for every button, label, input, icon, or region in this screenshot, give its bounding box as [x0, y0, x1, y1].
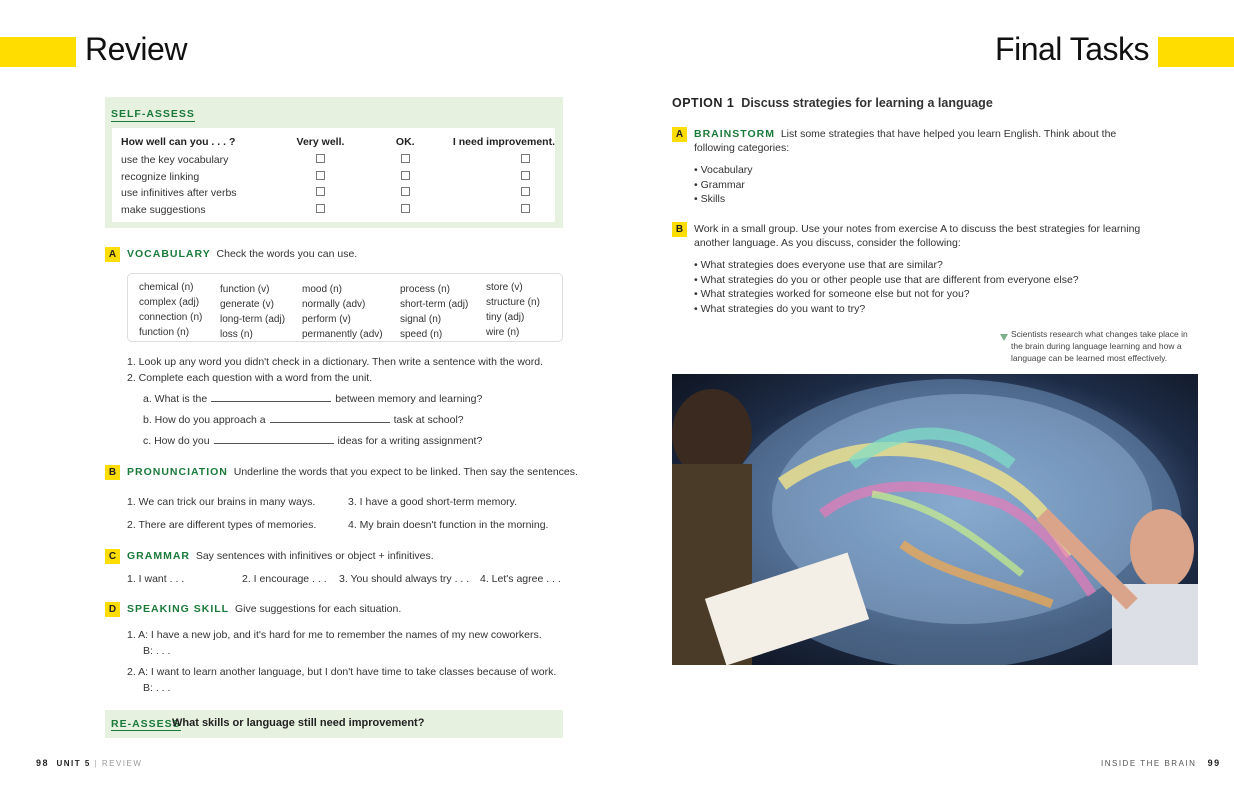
col-improvement: I need improvement.: [452, 136, 555, 148]
vocab-word: wire (n): [486, 327, 520, 338]
grammar-label: GRAMMAR: [127, 550, 190, 562]
caption-triangle-icon: [1000, 329, 1008, 337]
checkbox[interactable]: [316, 187, 325, 196]
grammar-item: 2. I encourage . . .: [242, 573, 327, 585]
bullet-item: • What strategies does everyone use that are similar?: [694, 259, 1079, 274]
self-assess-box: [105, 97, 563, 228]
pronunciation-item: 2. There are different types of memories.: [127, 519, 317, 531]
vocab-task-1: 1. Look up any word you didn't check in a dictionary. Then write a sentence with the word.: [127, 356, 544, 368]
answer-blank[interactable]: [270, 414, 390, 423]
bullet-item: • What strategies do you or other people use that are different from everyone else?: [694, 274, 1079, 289]
bullet-item: • Skills: [694, 193, 753, 208]
col-ok: OK.: [395, 136, 415, 148]
checkbox[interactable]: [316, 154, 325, 163]
header-bar-right: [1158, 37, 1234, 67]
bullet-item: • Vocabulary: [694, 164, 753, 179]
exercise-letter: D: [105, 602, 120, 617]
brain-illustration: [672, 374, 1198, 665]
fill-in-item-b: [143, 414, 464, 426]
checkbox[interactable]: [401, 204, 410, 213]
footer-section: INSIDE THE BRAIN: [1101, 759, 1197, 768]
exercise-letter: A: [105, 247, 120, 262]
footer-left: 98 UNIT 5 | REVIEW: [36, 758, 143, 768]
speaking-item-b: B: . . .: [143, 682, 171, 694]
pronunciation-item: 1. We can trick our brains in many ways.: [127, 496, 316, 508]
fill-in-pre: b. How do you approach a: [143, 414, 266, 426]
pronunciation-label: PRONUNCIATION: [127, 466, 228, 478]
reassess-box: [105, 710, 563, 738]
speaking-item-a: 2. A: I want to learn another language, but I don't have time to take classes because of work.: [127, 666, 557, 678]
answer-blank[interactable]: [214, 435, 334, 444]
page-title-review: Review: [85, 31, 187, 67]
vocab-word: function (v): [220, 284, 270, 295]
vocab-word: generate (v): [220, 299, 274, 310]
grammar-header: [127, 550, 434, 562]
vocabulary-instruction: Check the words you can use.: [216, 248, 358, 260]
brainstorm-text: List some strategies that have helped you learn English. Think about the: [780, 128, 1117, 140]
vocab-word: function (n): [139, 327, 190, 338]
group-instruction: Work in a small group. Use your notes from exercise A to discuss the best strategies for learning: [694, 223, 1141, 235]
speaking-label: SPEAKING SKILL: [127, 603, 230, 615]
vocab-word: short-term (adj): [400, 299, 469, 310]
checkbox[interactable]: [316, 171, 325, 180]
speaking-header: [127, 603, 401, 615]
page-title-final-tasks: Final Tasks: [995, 31, 1149, 67]
vocab-column: [139, 282, 202, 342]
photo-caption: [1011, 328, 1188, 364]
brainstorm-bullets: [694, 164, 753, 208]
section-label: REVIEW: [101, 759, 143, 768]
caption-line: language can be learned most effectively.: [1011, 353, 1168, 363]
col-very-well: Very well.: [296, 136, 345, 148]
exercise-letter: B: [105, 465, 120, 480]
checkbox[interactable]: [521, 187, 530, 196]
vocab-column: [400, 284, 468, 344]
exercise-letter: B: [672, 222, 687, 237]
grammar-instruction: Say sentences with infinitives or object + infinitives.: [195, 550, 434, 562]
option-heading: [672, 96, 993, 110]
vocabulary-header: [127, 248, 357, 260]
fill-in-post: task at school?: [393, 414, 464, 426]
vocab-word: long-term (adj): [220, 314, 286, 325]
speaking-item-b: B: . . .: [143, 645, 171, 657]
caption-line: the brain during language learning and how a: [1011, 341, 1182, 351]
vocab-word: connection (n): [139, 312, 203, 323]
page-number: 99: [1207, 758, 1221, 768]
vocab-word: store (v): [486, 282, 523, 293]
answer-blank[interactable]: [211, 393, 331, 402]
group-instruction-2: another language. As you discuss, consider the following:: [694, 237, 961, 249]
option-label: OPTION 1: [672, 96, 735, 110]
vocabulary-label: VOCABULARY: [127, 248, 211, 260]
brainstorm-instruction: [694, 128, 1116, 140]
brainstorm-text-2: following categories:: [694, 142, 790, 154]
vocab-column: [302, 284, 383, 344]
vocab-task-2: 2. Complete each question with a word from the unit.: [127, 372, 373, 384]
self-assess-row-label: use infinitives after verbs: [121, 187, 237, 200]
pronunciation-item: 4. My brain doesn't function in the morning.: [348, 519, 549, 531]
self-assess-row-label: recognize linking: [121, 170, 200, 183]
checkbox[interactable]: [401, 171, 410, 180]
vocab-word: structure (n): [486, 297, 540, 308]
fill-in-post: between memory and learning?: [335, 393, 483, 405]
reassess-text: What skills or language still need improvement?: [172, 717, 425, 729]
vocab-word: loss (n): [220, 329, 253, 340]
grammar-item: 1. I want . . .: [127, 573, 185, 585]
vocabulary-word-box: [127, 273, 563, 342]
fill-in-pre: a. What is the: [143, 393, 208, 405]
checkbox[interactable]: [401, 187, 410, 196]
vocab-word: normally (adv): [302, 299, 366, 310]
brainstorm-label: BRAINSTORM: [694, 128, 775, 140]
pronunciation-header: [127, 466, 578, 478]
bullet-item: • What strategies worked for someone else but not for you?: [694, 288, 1079, 303]
self-assess-question: How well can you . . . ?: [121, 136, 236, 148]
self-assess-row-label: use the key vocabulary: [121, 154, 229, 167]
fill-in-item-a: [143, 393, 482, 405]
exercise-letter: C: [105, 549, 120, 564]
vocab-word: signal (n): [400, 314, 442, 325]
grammar-item: 4. Let's agree . . .: [480, 573, 561, 585]
vocab-word: chemical (n): [139, 282, 194, 293]
vocab-word: complex (adj): [139, 297, 200, 308]
option-text: Discuss strategies for learning a language: [741, 96, 993, 110]
self-assess-heading: SELF-ASSESS: [111, 108, 195, 120]
brain-research-photo: [672, 374, 1198, 665]
vocab-word: permanently (adv): [302, 329, 383, 340]
exercise-letter: A: [672, 127, 687, 142]
checkbox[interactable]: [521, 154, 530, 163]
caption-line: Scientists research what changes take place in: [1011, 329, 1188, 339]
speaking-instruction: Give suggestions for each situation.: [234, 603, 402, 615]
checkbox[interactable]: [521, 171, 530, 180]
header-bar-left: [0, 37, 76, 67]
vocab-word: process (n): [400, 284, 451, 295]
reassess-label: RE-ASSESS: [111, 718, 181, 730]
footer-right: [1101, 758, 1221, 768]
vocab-column: [220, 284, 285, 344]
bullet-item: • What strategies do you want to try?: [694, 303, 1079, 318]
self-assess-row-label: make suggestions: [121, 203, 206, 216]
vocab-word: tiny (adj): [486, 312, 525, 323]
checkbox[interactable]: [316, 204, 325, 213]
fill-in-item-c: [143, 435, 482, 447]
self-assess-table: [121, 132, 555, 218]
bullet-item: • Grammar: [694, 179, 753, 194]
vocab-column: [486, 282, 540, 342]
fill-in-post: ideas for a writing assignment?: [337, 435, 483, 447]
speaking-item-a: 1. A: I have a new job, and it's hard for me to remember the names of my new coworkers.: [127, 629, 542, 641]
pronunciation-instruction: Underline the words that you expect to be linked. Then say the sentences.: [233, 466, 578, 478]
checkbox[interactable]: [521, 204, 530, 213]
grammar-item: 3. You should always try . . .: [339, 573, 470, 585]
vocab-word: speed (n): [400, 329, 443, 340]
unit-label: UNIT 5: [56, 759, 91, 768]
page-number: 98: [36, 758, 50, 768]
vocab-word: mood (n): [302, 284, 343, 295]
vocab-word: perform (v): [302, 314, 351, 325]
fill-in-pre: c. How do you: [143, 435, 210, 447]
pronunciation-item: 3. I have a good short-term memory.: [348, 496, 518, 508]
checkbox[interactable]: [401, 154, 410, 163]
group-bullets: [694, 259, 1079, 317]
